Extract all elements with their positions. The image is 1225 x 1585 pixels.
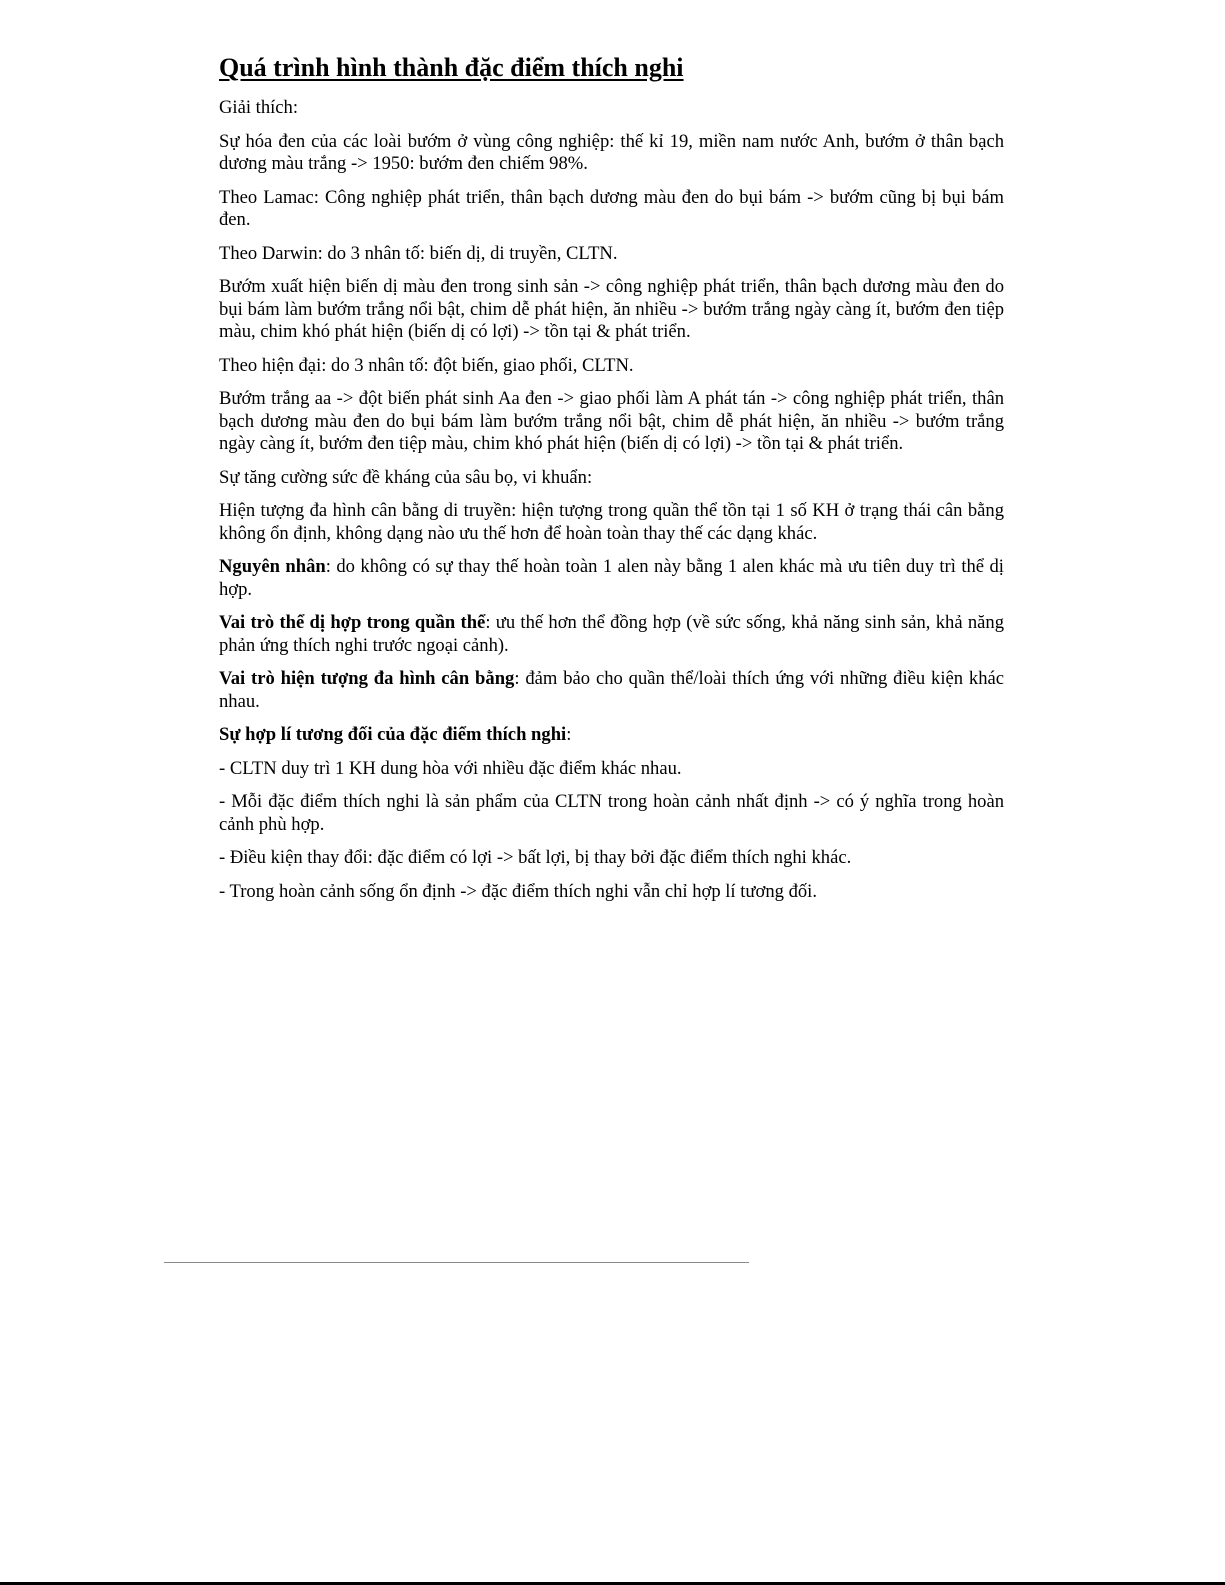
paragraph-relative-adaptation (219, 724, 1004, 747)
bullet-item: - Mỗi đặc điểm thích nghi là sản phẩm của CLTN trong hoàn cảnh nhất định -> có ý nghĩa trong hoàn cảnh phù hợp. (219, 791, 1004, 835)
paragraph-balanced-polymorphism: Hiện tượng đa hình cân bằng di truyền: hiện tượng trong quần thể tồn tại 1 số KH ở trạng thái cân bằng không ổn định, không dạng nào ưu thế hơn để hoàn toàn thay thế các dạng khác. (219, 500, 1004, 544)
polymorphism-role-text: : đảm bảo cho quần thể/loài thích ứng với những điều kiện khác nhau. (219, 668, 1004, 712)
bullet-item: - CLTN duy trì 1 KH dung hòa với nhiều đặc điểm khác nhau. (219, 757, 682, 779)
paragraph-cause (219, 556, 1004, 601)
paragraph-moth-melanism: Sự hóa đen của các loài bướm ở vùng công nghiệp: thế kỉ 19, miền nam nước Anh, bướm ở thân bạch dương màu trắng -> 1950: bướm đen chiếm 98%. (219, 130, 1004, 174)
paragraph-darwin-explanation: Bướm xuất hiện biến dị màu đen trong sinh sản -> công nghiệp phát triển, thân bạch dương màu đen do bụi bám làm bướm trắng nổi bật, chim dễ phát hiện, ăn nhiều -> bướm trắng ngày càng ít, bướm đen tiệp màu, chim khó phát hiện (biến dị có lợi) -> tồn tại & phát triển. (219, 276, 1004, 342)
paragraph-modern-explanation: Bướm trắng aa -> đột biến phát sinh Aa đen -> giao phối làm A phát tán -> công nghiệp phát triển, thân bạch dương màu đen do bụi bám làm bướm trắng nổi bật, chim dễ phát hiện, ăn nhiều -> bướm trắng ngày càng ít, bướm đen tiệp màu, chim khó phát hiện (biến dị có lợi) -> tồn tại & phát triển. (219, 388, 1004, 454)
paragraph-darwin: Theo Darwin: do 3 nhân tố: biến dị, di truyền, CLTN. (219, 242, 618, 264)
polymorphism-role-label: Vai trò hiện tượng đa hình cân bằng (219, 668, 515, 689)
page-title: Quá trình hình thành đặc điểm thích nghi (219, 53, 684, 82)
cause-label: Nguyên nhân (219, 556, 326, 577)
paragraph-resistance: Sự tăng cường sức đề kháng của sâu bọ, vi khuẩn: (219, 466, 593, 488)
bullet-item: - Trong hoàn cảnh sống ổn định -> đặc điểm thích nghi vẫn chỉ hợp lí tương đối. (219, 880, 817, 902)
heterozygote-role-text: : ưu thế hơn thể đồng hợp (về sức sống, khả năng sinh sản, khả năng phản ứng thích nghi trước ngoại cảnh). (219, 612, 1005, 656)
paragraph-lamarck: Theo Lamac: Công nghiệp phát triển, thân bạch dương màu đen do bụi bám -> bướm cũng bị bụi bám đen. (219, 186, 1004, 230)
paragraph-modern-theory: Theo hiện đại: do 3 nhân tố: đột biến, giao phối, CLTN. (219, 354, 634, 376)
relative-adaptation-label: Sự hợp lí tương đối của đặc điểm thích nghi (219, 724, 567, 745)
heterozygote-role-label: Vai trò thể dị hợp trong quần thể (219, 612, 486, 633)
footer-divider (164, 1262, 749, 1263)
bullet-item: - Điều kiện thay đổi: đặc điểm có lợi -> bất lợi, bị thay bởi đặc điểm thích nghi khác. (219, 847, 852, 868)
paragraph-explanation-heading: Giải thích: (219, 97, 299, 118)
paragraph-heterozygote-role (219, 612, 1004, 657)
paragraph-polymorphism-role (219, 668, 1004, 713)
document-body (219, 52, 1004, 914)
cause-text: : do không có sự thay thế hoàn toàn 1 alen này bằng 1 alen khác mà ưu tiên duy trì thể dị hợp. (219, 556, 1004, 600)
relative-adaptation-colon: : (566, 724, 572, 745)
